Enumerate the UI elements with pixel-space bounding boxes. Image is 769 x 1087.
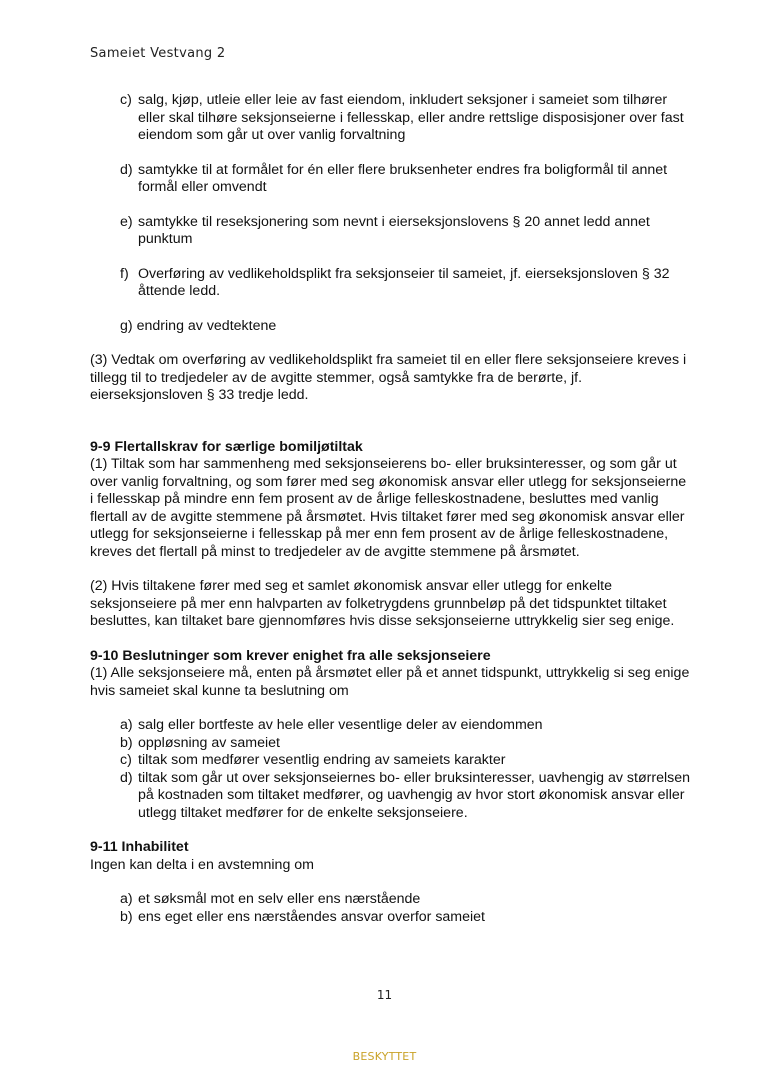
list-item (120, 318, 690, 336)
list-text: tiltak som medfører vesentlig endring av sameiets karakter (138, 752, 506, 768)
page-number: 11 (376, 988, 393, 1002)
paragraph: (3) Vedtak om overføring av vedlikeholdsplikt fra sameiet til en eller flere seksjonseiere kreves i tillegg til to tredjedeler av de avgitte stemmer, også samtykke fra de berørte, jf. eierseksjonsloven § 33 tredje ledd. (90, 352, 687, 403)
list-text: samtykke til at formålet for én eller flere bruksenheter endres fra boligformål til annet formål eller omvendt (138, 161, 668, 195)
classification-label: BESKYTTET (352, 1050, 417, 1063)
list-marker: a) (120, 717, 133, 733)
section-heading: 9-10 Beslutninger som krever enighet fra alle seksjonseiere (90, 647, 491, 664)
list-text: ens eget eller ens nærståendes ansvar overfor sameiet (138, 908, 485, 925)
list-text: tiltak som går ut over seksjonseiernes bo- eller bruksinteresser, uavhengig av størrelsen på kostnaden som tiltaket medfører, og uavhengig av hvor stort økonomisk ansvar eller utlegg tiltaket medfører for de enkelte seksjonseiere. (138, 769, 690, 821)
section-heading: 9-11 Inhabilitet (90, 839, 189, 855)
list-marker: d) (120, 161, 133, 178)
paragraph: (1) Tiltak som har sammenheng med seksjonseierens bo- eller bruksinteresser, og som går ut over vanlig forvaltning, og som fører med seg økonomisk ansvar eller utlegg for seksjonseierne i fellesskap på mindre enn fem prosent av de årlige felleskostnadene, besluttes med vanlig flertall av de avgitte stemmene på årsmøtet. Hvis tiltaket fører med seg økonomisk ansvar eller utlegg for seksjonseierne i fellesskap på mer enn fem prosent av de årlige felleskostnadene, kreves det flertall på minst to tredjedeler av de avgitte stemmene på årsmøtet. (90, 456, 687, 560)
list-text: samtykke til reseksjonering som nevnt i eierseksjonslovens § 20 annet ledd annet punktum (138, 213, 650, 247)
list-text: endring av vedtektene (136, 317, 277, 334)
list-marker: b) (120, 908, 133, 925)
list-marker: c) (120, 92, 132, 108)
list-marker: b) (120, 734, 133, 751)
list-text: salg, kjøp, utleie eller leie av fast eiendom, inkludert seksjoner i sameiet som tilhører eller skal tilhøre seksjonseierne i fellesskap, eller andre rettslige disposisjoner over fast eiendom som går ut over vanlig forvaltning (138, 92, 684, 143)
paragraph: Ingen kan delta i en avstemning om (90, 856, 314, 873)
list-marker: e) (120, 213, 133, 230)
list-item (120, 214, 690, 249)
list-item (120, 92, 690, 145)
list-marker: d) (120, 769, 133, 786)
list-item (120, 770, 690, 823)
list-text: salg eller bortfeste av hele eller vesentlige deler av eiendommen (138, 717, 543, 733)
document-body (90, 92, 690, 926)
list-item (120, 162, 690, 197)
document-header: Sameiet Vestvang 2 (90, 46, 226, 61)
list-item (120, 266, 690, 301)
list-item (120, 909, 690, 927)
section-heading: 9-9 Flertallskrav for særlige bomiljøtiltak (90, 438, 363, 455)
paragraph: (1) Alle seksjonseiere må, enten på årsmøtet eller på et annet tidspunkt, uttrykkelig si seg enige hvis sameiet skal kunne ta beslutning om (90, 665, 690, 699)
list-marker: a) (120, 891, 133, 907)
list-text: oppløsning av sameiet (138, 734, 280, 751)
list-item (120, 735, 690, 753)
list-item (120, 752, 690, 770)
paragraph: (2) Hvis tiltakene fører med seg et samlet økonomisk ansvar eller utlegg for enkelte seksjonseiere på mer enn halvparten av folketrygdens grunnbeløp på det tidspunktet tiltaket besluttes, kan tiltaket bare gjennomføres hvis disse seksjonseierne uttrykkelig sier seg enige. (90, 578, 675, 629)
list-marker: f) (120, 265, 129, 282)
list-item (120, 891, 690, 909)
list-marker: c) (120, 752, 132, 768)
list-marker: g) (120, 317, 133, 334)
list-text: et søksmål mot en selv eller ens nærstående (138, 891, 421, 907)
list-item (120, 717, 690, 735)
list-text: Overføring av vedlikeholdsplikt fra seksjonseier til sameiet, jf. eierseksjonsloven § 32 åttende ledd. (138, 265, 670, 299)
